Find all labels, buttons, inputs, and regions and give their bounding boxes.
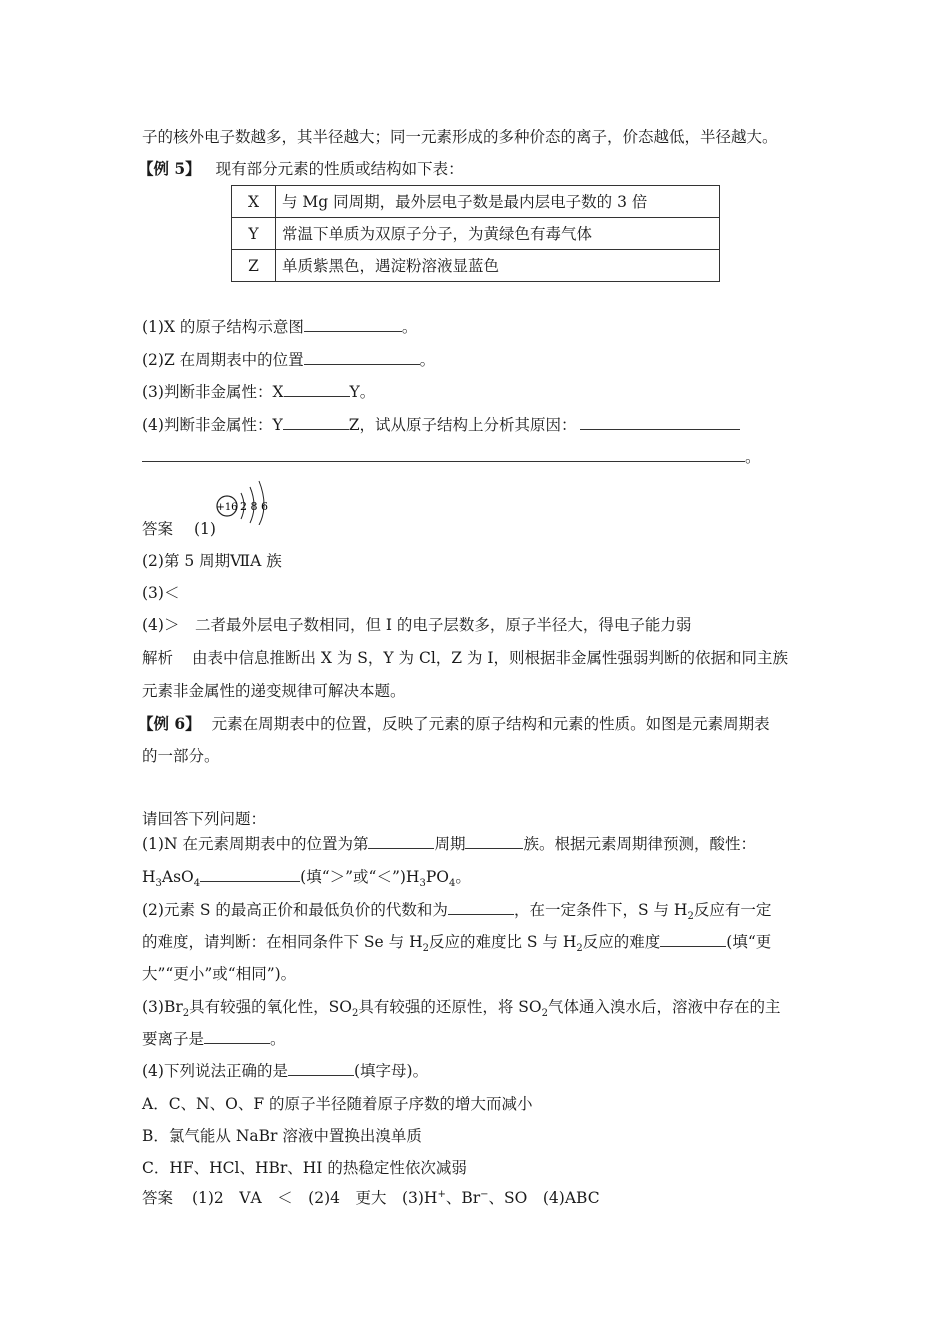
q4-tail: Z，试从原子结构上分析其原因： <box>348 416 577 434</box>
answer-part-c: 、SO (4)ABC <box>488 1189 600 1207</box>
example5-prompt: 现有部分元素的性质或结构如下表： <box>215 160 464 178</box>
answer-blank <box>304 350 420 365</box>
ex5-question-1 <box>142 316 417 338</box>
table-desc: 与 Mg 同周期，最外层电子数是最内层电子数的 3 倍 <box>276 186 720 218</box>
q1-period-word: 周期 <box>434 835 466 853</box>
example5-heading <box>138 158 464 180</box>
q2-fill-hint: (填“更 <box>726 933 772 951</box>
table-key: Z <box>232 250 276 282</box>
answer-blank <box>448 900 514 915</box>
q3-mid: 具有较强的氧化性，SO <box>189 998 352 1016</box>
atom-structure-diagram <box>214 475 284 525</box>
ex6-question-1-cont: $H_3AsO_4$ (填“＞”或“$<”)H_3PO_4$。 <box>142 868 471 890</box>
q2-cont-tail: 反应的难度 <box>582 933 661 951</box>
ex6-question-3: $(3)Br_2$具有较强的氧化性，$SO_2$具有较强的还原性，将 $SO_2$气体通入溴水后，溶液中存在的主 <box>142 998 781 1020</box>
q3-tail: 气体通入溴水后，溶液中存在的主 <box>547 998 781 1016</box>
example6-line2: 的一部分。 <box>142 747 220 765</box>
q3-text: (3)判断非金属性：X <box>142 383 284 401</box>
table-desc: 常温下单质为双原子分子，为黄绿色有毒气体 <box>276 218 720 250</box>
q1-period: 。 <box>401 318 418 336</box>
ex6-please: 请回答下列问题： <box>142 810 267 828</box>
ex5-question-2 <box>142 349 435 371</box>
ex5-analysis-1 <box>142 647 788 669</box>
ex6-option-c: C．HF、HCl、HBr、HI 的热稳定性依次减弱 <box>142 1159 467 1177</box>
q1-text: (1)X 的原子结构示意图 <box>142 318 304 336</box>
q4-text: (4)判断非金属性：Y <box>142 416 283 434</box>
intro-text: 子的核外电子数越多，其半径越大；同一元素形成的多种价态的离子，价态越低，半径越大。 <box>142 128 778 146</box>
q3-br: (3)Br <box>142 998 183 1016</box>
analysis-text: 由表中信息推断出 X 为 S，Y 为 Cl，Z 为 I，则根据非金属性强弱判断的依据和同主族 <box>191 649 789 667</box>
answer-blank <box>283 415 349 430</box>
answer-blank <box>580 415 740 430</box>
answer-blank <box>200 867 300 882</box>
answer-blank <box>465 834 523 849</box>
element-properties-table <box>231 185 720 282</box>
shell-electrons: 2 8 6 <box>240 500 268 513</box>
answer-part-b: 、Br <box>445 1189 481 1207</box>
q1-text: (1)N 在元素周期表中的位置为第 <box>142 835 369 853</box>
answer-blank <box>660 932 726 947</box>
answer-1: (1) <box>193 520 216 538</box>
ex5-answer-4: (4)＞ 二者最外层电子数相同，但 I 的电子层数多，原子半径大，得电子能力弱 <box>142 616 692 634</box>
answer-blank <box>284 382 350 397</box>
ex6-question-4 <box>142 1060 428 1082</box>
ex6-question-2-cont2: 大”“更小”或“相同”)。 <box>142 965 297 983</box>
answer-label: 答案 <box>142 1189 174 1207</box>
table-desc: 单质紫黑色，遇淀粉溶液显蓝色 <box>276 250 720 282</box>
q2-cont-text: 的难度，请判断：在相同条件下 Se 与 H <box>142 933 423 951</box>
table-row <box>232 186 720 218</box>
ex6-question-2: (2)元素 S 的最高正价和最低负价的代数和为 ，在一定条件下，S 与 $H_2$反应有一定 <box>142 901 772 923</box>
formula-h3aso4: H <box>142 868 156 886</box>
answer-text: (1)2 ⅤA ＜ (2)4 更大 (3)H+、Br−、SO (4)ABC <box>191 1188 600 1207</box>
answer-label: 答案 <box>142 520 174 538</box>
ex6-question-1 <box>142 833 756 855</box>
q1-tail: 族。根据元素周期律预测，酸性： <box>523 835 756 853</box>
q4-text: (4)下列说法正确的是 <box>142 1062 288 1080</box>
q1-compare: (填“＞”或“＜”)H <box>300 868 420 886</box>
ex6-option-b: B．氯气能从 NaBr 溶液中置换出溴单质 <box>142 1127 422 1145</box>
q2-mid: ，在一定条件下，S 与 H <box>513 901 688 919</box>
q2-text: (2)元素 S 的最高正价和最低负价的代数和为 <box>142 901 448 919</box>
ex5-question-4-cont <box>142 446 761 468</box>
example5-tag: 【例 5】 <box>138 159 201 178</box>
example6-line1: 元素在周期表中的位置，反映了元素的原子结构和元素的性质。如图是元素周期表 <box>211 715 770 733</box>
answer-part-a: (1)2 ⅤA ＜ (2)4 更大 (3)H <box>191 1189 438 1207</box>
ex6-answer <box>142 1187 600 1209</box>
table-row <box>232 218 720 250</box>
table-row <box>232 250 720 282</box>
q3-mid2: 具有较强的还原性，将 SO <box>358 998 542 1016</box>
ex6-question-2-cont: 的难度，请判断：在相同条件下 Se 与 $H_2$反应的难度比 S 与 $H_2$反应的难度 (填“更 <box>142 933 772 955</box>
table-key: X <box>232 186 276 218</box>
answer-blank <box>304 317 402 332</box>
q3-tail: Y。 <box>349 383 376 401</box>
ex5-answer-3: (3)＜ <box>142 584 180 602</box>
nucleus-charge: +16 <box>216 502 238 513</box>
ex6-question-3-cont: 要离子是 。 <box>142 1030 286 1048</box>
ex5-analysis-2: 元素非金属性的递变规律可解决本题。 <box>142 682 406 700</box>
q2-period: 。 <box>419 351 436 369</box>
q2-text: (2)Z 在周期表中的位置 <box>142 351 304 369</box>
ex5-question-3 <box>142 381 375 403</box>
analysis-label: 解析 <box>142 649 174 667</box>
ex5-answer-2: (2)第 5 周期ⅦA 族 <box>142 552 282 570</box>
answer-blank <box>204 1029 270 1044</box>
q3-cont-text: 要离子是 <box>142 1030 205 1048</box>
example6-tag: 【例 6】 <box>138 714 201 733</box>
answer-blank <box>288 1061 354 1076</box>
answer-blank <box>368 834 434 849</box>
ex5-answer-1 <box>142 518 216 540</box>
ex6-option-a: A．C、N、O、F 的原子半径随着原子序数的增大而减小 <box>142 1095 533 1113</box>
q4-period: 。 <box>745 448 761 466</box>
answer-blank <box>142 447 745 462</box>
q4-tail: (填字母)。 <box>353 1062 429 1080</box>
table-key: Y <box>232 218 276 250</box>
q2-tail: 反应有一定 <box>693 901 772 919</box>
example6-heading <box>138 713 770 735</box>
q2-cont-mid: 反应的难度比 S 与 H <box>428 933 577 951</box>
ex5-question-4 <box>142 414 740 436</box>
